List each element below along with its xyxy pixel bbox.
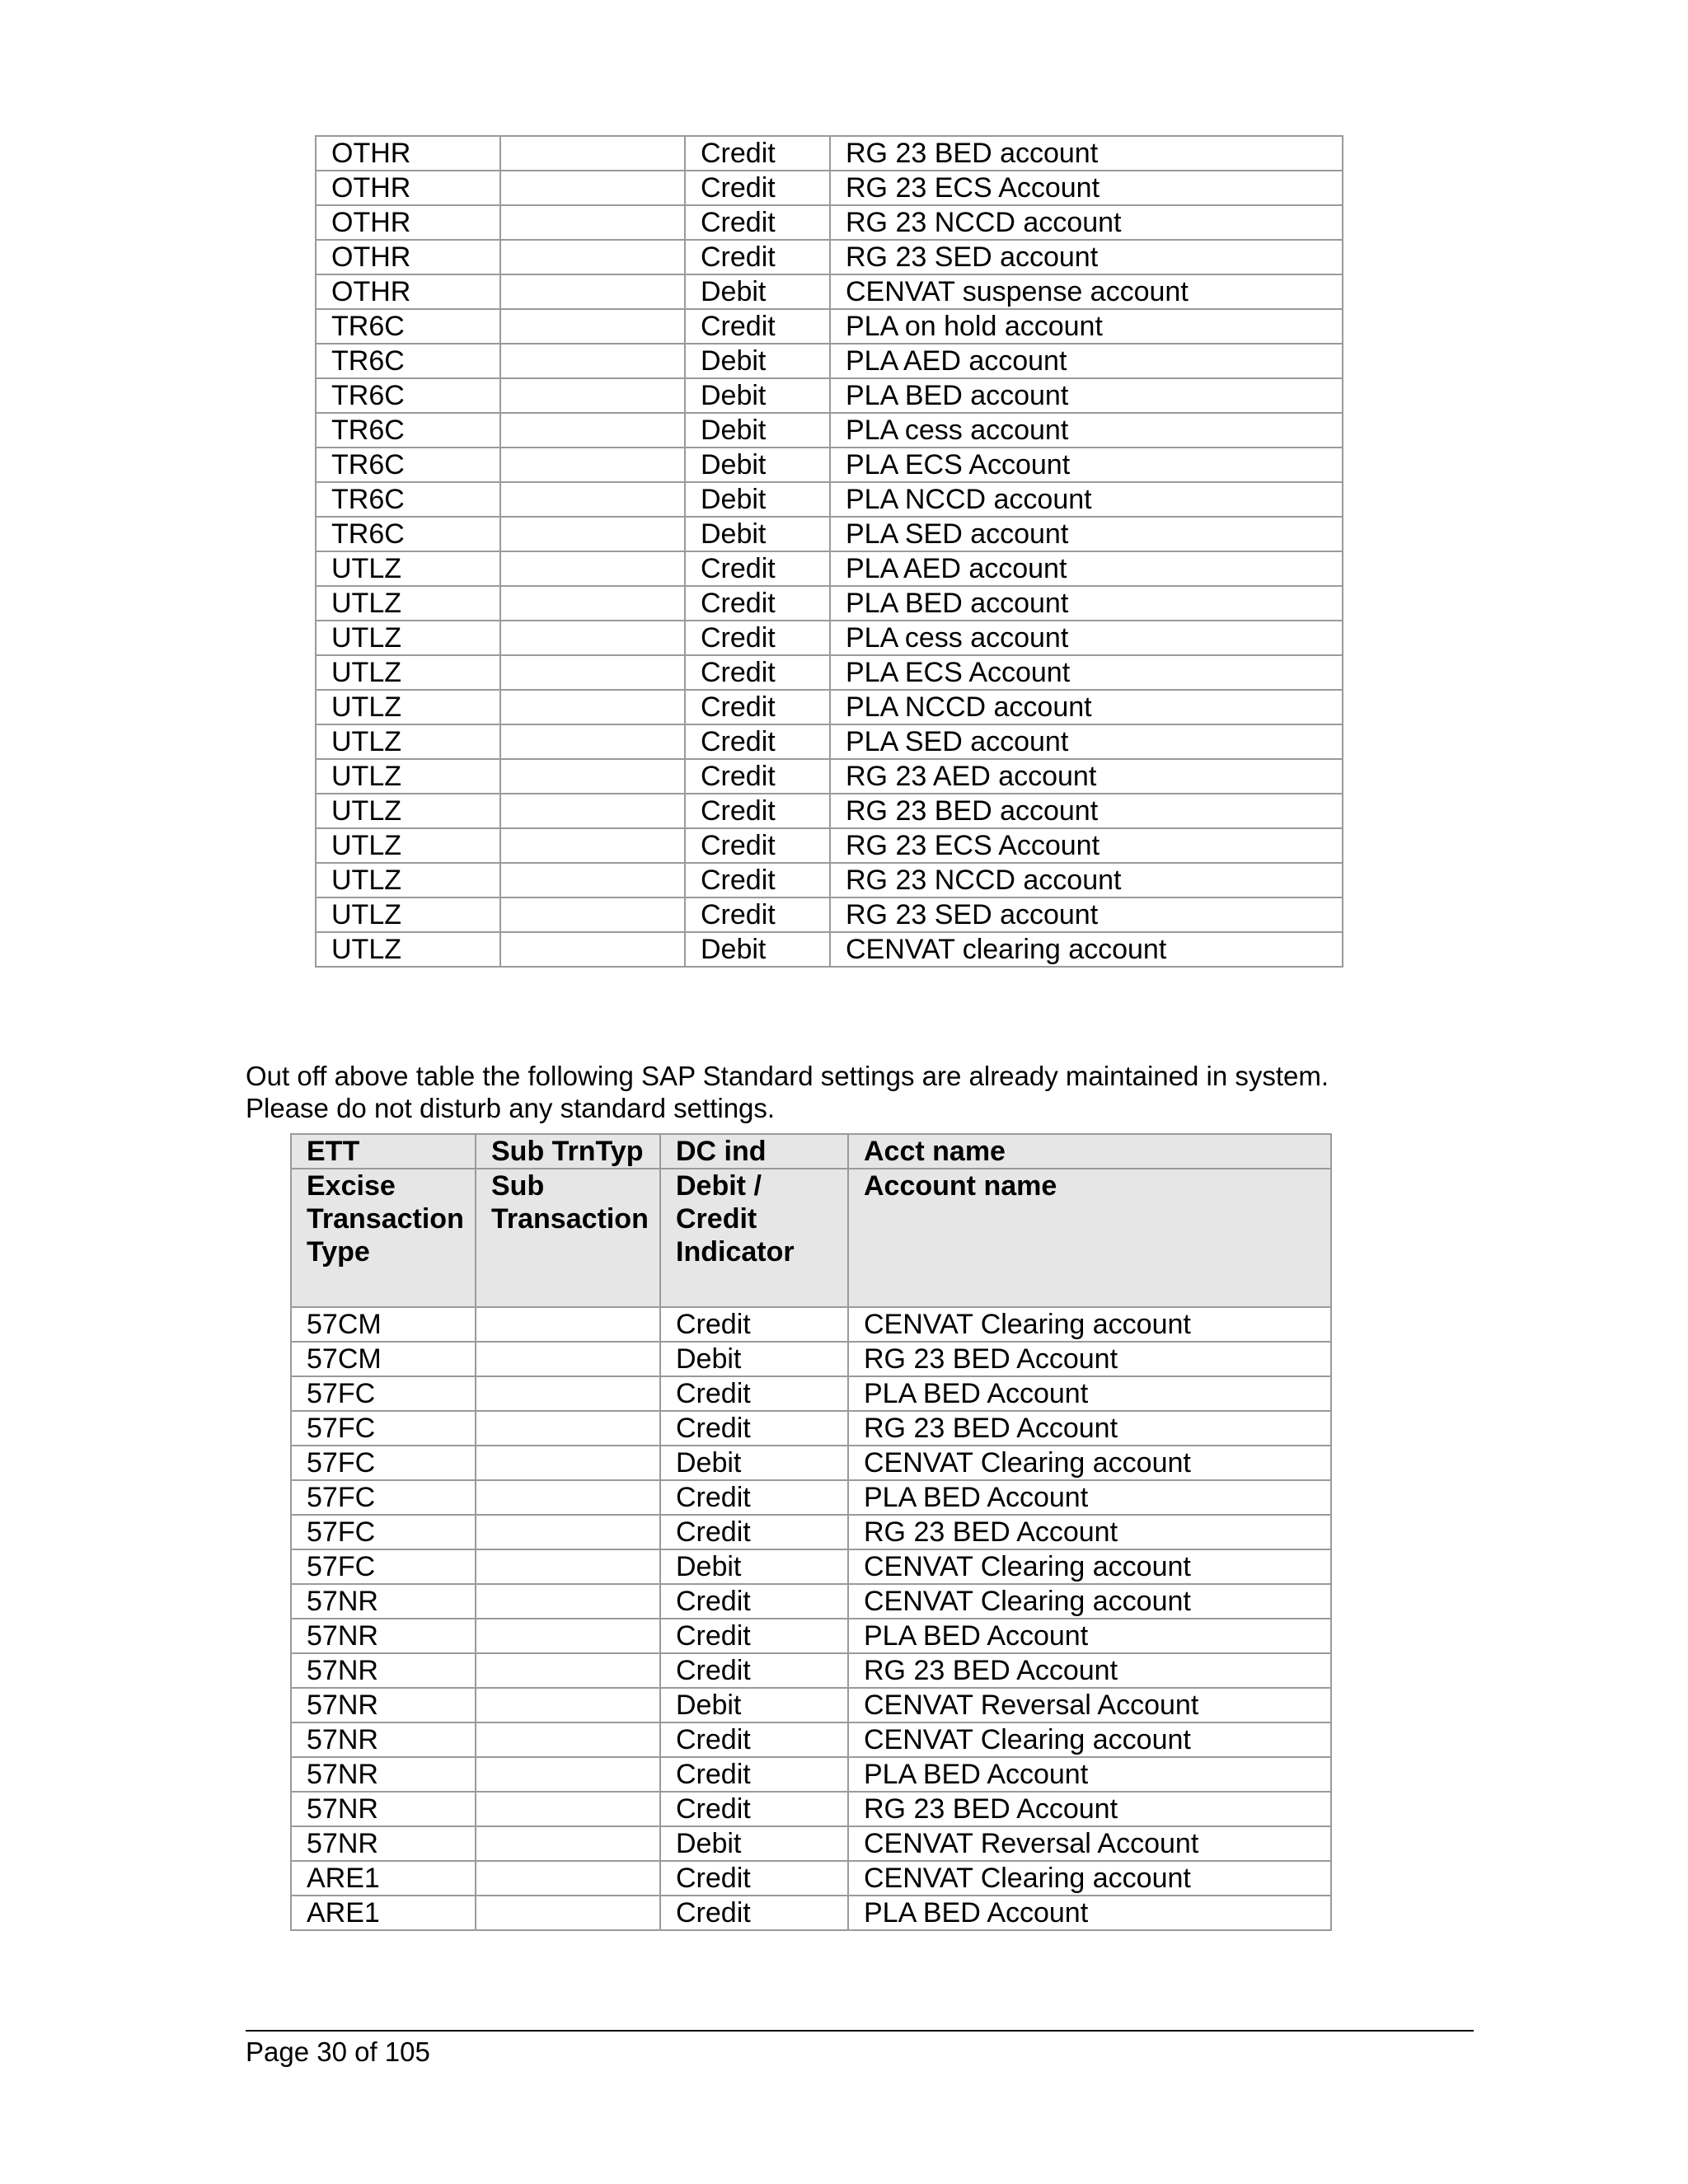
cell-account-name: PLA AED account bbox=[830, 551, 1343, 586]
cell-dc-indicator: Credit bbox=[660, 1757, 848, 1792]
cell-account-name: CENVAT Clearing account bbox=[848, 1307, 1331, 1342]
table-row bbox=[316, 274, 1343, 309]
cell-account-name: RG 23 SED account bbox=[830, 240, 1343, 274]
cell-ett: 57NR bbox=[291, 1826, 476, 1861]
cell-ett: 57NR bbox=[291, 1722, 476, 1757]
cell-ett: UTLZ bbox=[316, 621, 500, 655]
cell-dc-indicator: Credit bbox=[685, 171, 830, 205]
cell-sub-transaction bbox=[476, 1826, 660, 1861]
table-row bbox=[316, 344, 1343, 378]
cell-sub-transaction bbox=[500, 551, 685, 586]
cell-account-name: PLA BED Account bbox=[848, 1619, 1331, 1653]
cell-dc-indicator: Credit bbox=[685, 724, 830, 759]
cell-sub-transaction bbox=[500, 309, 685, 344]
header-account-name: Account name bbox=[848, 1169, 1331, 1307]
table-row bbox=[291, 1584, 1331, 1619]
cell-dc-indicator: Credit bbox=[660, 1861, 848, 1896]
page-number: Page 30 of 105 bbox=[246, 2036, 430, 2067]
cell-account-name: RG 23 SED account bbox=[830, 898, 1343, 932]
table-row bbox=[291, 1861, 1331, 1896]
cell-dc-indicator: Credit bbox=[685, 690, 830, 724]
table-row bbox=[316, 551, 1343, 586]
cell-ett: TR6C bbox=[316, 344, 500, 378]
cell-ett: 57FC bbox=[291, 1376, 476, 1411]
cell-dc-indicator: Credit bbox=[660, 1653, 848, 1688]
cell-ett: OTHR bbox=[316, 240, 500, 274]
cell-dc-indicator: Credit bbox=[685, 898, 830, 932]
cell-ett: OTHR bbox=[316, 171, 500, 205]
cell-sub-transaction bbox=[500, 378, 685, 413]
cell-account-name: CENVAT Clearing account bbox=[848, 1549, 1331, 1584]
cell-ett: ARE1 bbox=[291, 1861, 476, 1896]
table-row bbox=[291, 1376, 1331, 1411]
cell-ett: 57FC bbox=[291, 1549, 476, 1584]
table-row bbox=[291, 1549, 1331, 1584]
cell-ett: UTLZ bbox=[316, 828, 500, 863]
cell-dc-indicator: Credit bbox=[685, 863, 830, 898]
cell-dc-indicator: Debit bbox=[685, 517, 830, 551]
cell-ett: TR6C bbox=[316, 378, 500, 413]
table-row bbox=[291, 1722, 1331, 1757]
table-row bbox=[316, 621, 1343, 655]
cell-dc-indicator: Debit bbox=[660, 1549, 848, 1584]
cell-dc-indicator: Credit bbox=[660, 1307, 848, 1342]
cell-ett: 57FC bbox=[291, 1446, 476, 1480]
cell-sub-transaction bbox=[476, 1653, 660, 1688]
cell-account-name: PLA SED account bbox=[830, 517, 1343, 551]
table-row bbox=[316, 517, 1343, 551]
table-row bbox=[291, 1619, 1331, 1653]
cell-ett: OTHR bbox=[316, 274, 500, 309]
cell-account-name: PLA cess account bbox=[830, 413, 1343, 448]
cell-account-name: PLA BED Account bbox=[848, 1757, 1331, 1792]
cell-sub-transaction bbox=[500, 205, 685, 240]
cell-sub-transaction bbox=[476, 1584, 660, 1619]
cell-sub-transaction bbox=[500, 863, 685, 898]
cell-sub-transaction bbox=[476, 1515, 660, 1549]
intro-paragraph bbox=[246, 1060, 1329, 1124]
cell-ett: 57NR bbox=[291, 1653, 476, 1688]
table-row bbox=[291, 1688, 1331, 1722]
cell-ett: TR6C bbox=[316, 309, 500, 344]
cell-dc-indicator: Debit bbox=[660, 1688, 848, 1722]
cell-dc-indicator: Credit bbox=[660, 1376, 848, 1411]
table-row bbox=[316, 413, 1343, 448]
cell-account-name: RG 23 BED Account bbox=[848, 1342, 1331, 1376]
cell-account-name: CENVAT Clearing account bbox=[848, 1722, 1331, 1757]
cell-ett: UTLZ bbox=[316, 932, 500, 967]
cell-ett: UTLZ bbox=[316, 655, 500, 690]
table-row bbox=[316, 690, 1343, 724]
table-row bbox=[291, 1757, 1331, 1792]
cell-sub-transaction bbox=[500, 586, 685, 621]
cell-sub-transaction bbox=[476, 1480, 660, 1515]
cell-account-name: RG 23 ECS Account bbox=[830, 828, 1343, 863]
cell-dc-indicator: Credit bbox=[660, 1411, 848, 1446]
table-row bbox=[316, 655, 1343, 690]
cell-dc-indicator: Credit bbox=[660, 1480, 848, 1515]
intro-line-2: Please do not disturb any standard settings. bbox=[246, 1093, 776, 1123]
cell-ett: 57FC bbox=[291, 1480, 476, 1515]
cell-sub-transaction bbox=[500, 932, 685, 967]
cell-ett: UTLZ bbox=[316, 586, 500, 621]
cell-dc-indicator: Credit bbox=[685, 205, 830, 240]
header-sub-transaction: Sub Transaction bbox=[476, 1169, 660, 1307]
cell-sub-transaction bbox=[500, 482, 685, 517]
cell-sub-transaction bbox=[476, 1411, 660, 1446]
table-row bbox=[316, 932, 1343, 967]
cell-dc-indicator: Credit bbox=[685, 759, 830, 794]
cell-ett: TR6C bbox=[316, 448, 500, 482]
cell-account-name: RG 23 BED account bbox=[830, 794, 1343, 828]
cell-sub-transaction bbox=[476, 1342, 660, 1376]
cell-sub-transaction bbox=[500, 655, 685, 690]
header-sub-trntyp: Sub TrnTyp bbox=[476, 1134, 660, 1169]
cell-ett: ARE1 bbox=[291, 1896, 476, 1930]
cell-ett: 57FC bbox=[291, 1515, 476, 1549]
cell-sub-transaction bbox=[500, 759, 685, 794]
table-row bbox=[316, 828, 1343, 863]
cell-sub-transaction bbox=[476, 1376, 660, 1411]
cell-account-name: PLA BED Account bbox=[848, 1376, 1331, 1411]
cell-sub-transaction bbox=[476, 1757, 660, 1792]
cell-account-name: RG 23 ECS Account bbox=[830, 171, 1343, 205]
cell-account-name: PLA BED account bbox=[830, 586, 1343, 621]
table-row bbox=[316, 448, 1343, 482]
cell-account-name: RG 23 BED Account bbox=[848, 1792, 1331, 1826]
cell-dc-indicator: Credit bbox=[685, 794, 830, 828]
cell-ett: OTHR bbox=[316, 136, 500, 171]
cell-dc-indicator: Credit bbox=[685, 828, 830, 863]
cell-account-name: PLA BED Account bbox=[848, 1896, 1331, 1930]
cell-account-name: CENVAT Clearing account bbox=[848, 1446, 1331, 1480]
table-row bbox=[316, 309, 1343, 344]
header-row-short bbox=[291, 1134, 1331, 1169]
cell-sub-transaction bbox=[476, 1307, 660, 1342]
cell-ett: UTLZ bbox=[316, 863, 500, 898]
table-row bbox=[291, 1411, 1331, 1446]
footer-divider bbox=[246, 2030, 1474, 2032]
cell-sub-transaction bbox=[476, 1861, 660, 1896]
cell-dc-indicator: Credit bbox=[685, 240, 830, 274]
cell-sub-transaction bbox=[500, 136, 685, 171]
cell-sub-transaction bbox=[500, 448, 685, 482]
cell-dc-indicator: Debit bbox=[660, 1446, 848, 1480]
table-row bbox=[291, 1792, 1331, 1826]
cell-dc-indicator: Credit bbox=[685, 586, 830, 621]
cell-sub-transaction bbox=[500, 724, 685, 759]
table-row bbox=[316, 482, 1343, 517]
cell-sub-transaction bbox=[476, 1722, 660, 1757]
cell-account-name: PLA ECS Account bbox=[830, 655, 1343, 690]
table-row bbox=[291, 1446, 1331, 1480]
cell-dc-indicator: Credit bbox=[685, 136, 830, 171]
cell-ett: UTLZ bbox=[316, 724, 500, 759]
cell-ett: 57NR bbox=[291, 1619, 476, 1653]
cell-dc-indicator: Debit bbox=[685, 344, 830, 378]
cell-sub-transaction bbox=[500, 621, 685, 655]
cell-account-name: PLA AED account bbox=[830, 344, 1343, 378]
cell-account-name: PLA ECS Account bbox=[830, 448, 1343, 482]
cell-sub-transaction bbox=[500, 171, 685, 205]
cell-account-name: PLA BED Account bbox=[848, 1480, 1331, 1515]
table-row bbox=[316, 205, 1343, 240]
cell-dc-indicator: Credit bbox=[660, 1896, 848, 1930]
cell-dc-indicator: Debit bbox=[685, 482, 830, 517]
cell-account-name: PLA SED account bbox=[830, 724, 1343, 759]
cell-dc-indicator: Debit bbox=[685, 274, 830, 309]
cell-ett: TR6C bbox=[316, 482, 500, 517]
cell-account-name: CENVAT Reversal Account bbox=[848, 1826, 1331, 1861]
cell-ett: 57NR bbox=[291, 1584, 476, 1619]
cell-account-name: RG 23 AED account bbox=[830, 759, 1343, 794]
cell-ett: TR6C bbox=[316, 517, 500, 551]
table-row bbox=[316, 724, 1343, 759]
cell-ett: UTLZ bbox=[316, 759, 500, 794]
table-row bbox=[316, 378, 1343, 413]
cell-dc-indicator: Credit bbox=[685, 621, 830, 655]
cell-sub-transaction bbox=[500, 794, 685, 828]
cell-account-name: RG 23 BED Account bbox=[848, 1411, 1331, 1446]
cell-sub-transaction bbox=[476, 1896, 660, 1930]
cell-account-name: CENVAT Clearing account bbox=[848, 1861, 1331, 1896]
cell-account-name: PLA BED account bbox=[830, 378, 1343, 413]
cell-ett: 57NR bbox=[291, 1757, 476, 1792]
table-row bbox=[316, 898, 1343, 932]
cell-ett: 57FC bbox=[291, 1411, 476, 1446]
cell-dc-indicator: Credit bbox=[660, 1515, 848, 1549]
cell-account-name: PLA on hold account bbox=[830, 309, 1343, 344]
header-row-long bbox=[291, 1169, 1331, 1307]
cell-dc-indicator: Credit bbox=[685, 551, 830, 586]
cell-account-name: PLA NCCD account bbox=[830, 482, 1343, 517]
header-debit-credit-indicator: Debit / Credit Indicator bbox=[660, 1169, 848, 1307]
table-row bbox=[316, 794, 1343, 828]
table-row bbox=[316, 136, 1343, 171]
cell-ett: 57CM bbox=[291, 1307, 476, 1342]
cell-account-name: RG 23 BED account bbox=[830, 136, 1343, 171]
cell-sub-transaction bbox=[500, 828, 685, 863]
header-ett: ETT bbox=[291, 1134, 476, 1169]
sap-standard-settings-table bbox=[290, 1133, 1332, 1931]
cell-sub-transaction bbox=[476, 1446, 660, 1480]
cell-sub-transaction bbox=[500, 344, 685, 378]
cell-sub-transaction bbox=[476, 1792, 660, 1826]
cell-sub-transaction bbox=[500, 240, 685, 274]
cell-account-name: PLA NCCD account bbox=[830, 690, 1343, 724]
cell-dc-indicator: Debit bbox=[685, 413, 830, 448]
cell-account-name: RG 23 NCCD account bbox=[830, 863, 1343, 898]
header-dc-ind: DC ind bbox=[660, 1134, 848, 1169]
cell-ett: UTLZ bbox=[316, 898, 500, 932]
table-row bbox=[291, 1515, 1331, 1549]
cell-dc-indicator: Debit bbox=[660, 1826, 848, 1861]
cell-sub-transaction bbox=[500, 690, 685, 724]
table-row bbox=[291, 1342, 1331, 1376]
cell-dc-indicator: Debit bbox=[685, 378, 830, 413]
cell-account-name: CENVAT Clearing account bbox=[848, 1584, 1331, 1619]
cell-ett: OTHR bbox=[316, 205, 500, 240]
cell-sub-transaction bbox=[500, 413, 685, 448]
table-row bbox=[316, 240, 1343, 274]
cell-ett: 57NR bbox=[291, 1688, 476, 1722]
cell-ett: UTLZ bbox=[316, 794, 500, 828]
cell-account-name: CENVAT clearing account bbox=[830, 932, 1343, 967]
cell-dc-indicator: Credit bbox=[685, 309, 830, 344]
cell-dc-indicator: Debit bbox=[685, 932, 830, 967]
cell-dc-indicator: Credit bbox=[660, 1792, 848, 1826]
cell-account-name: RG 23 BED Account bbox=[848, 1653, 1331, 1688]
cell-account-name: PLA cess account bbox=[830, 621, 1343, 655]
table-row bbox=[316, 863, 1343, 898]
cell-sub-transaction bbox=[476, 1619, 660, 1653]
cell-ett: UTLZ bbox=[316, 551, 500, 586]
header-acct-name: Acct name bbox=[848, 1134, 1331, 1169]
table-row bbox=[316, 171, 1343, 205]
table-row bbox=[291, 1826, 1331, 1861]
cell-dc-indicator: Credit bbox=[660, 1584, 848, 1619]
cell-sub-transaction bbox=[500, 898, 685, 932]
intro-line-1: Out off above table the following SAP Standard settings are already maintained in system. bbox=[246, 1061, 1329, 1091]
table-row bbox=[291, 1480, 1331, 1515]
cell-dc-indicator: Debit bbox=[685, 448, 830, 482]
cell-sub-transaction bbox=[500, 274, 685, 309]
account-mapping-table-continued bbox=[315, 135, 1343, 968]
cell-sub-transaction bbox=[476, 1688, 660, 1722]
table-row bbox=[291, 1896, 1331, 1930]
table-row bbox=[316, 759, 1343, 794]
cell-dc-indicator: Credit bbox=[660, 1722, 848, 1757]
cell-ett: UTLZ bbox=[316, 690, 500, 724]
cell-ett: TR6C bbox=[316, 413, 500, 448]
table-row bbox=[316, 586, 1343, 621]
cell-sub-transaction bbox=[500, 517, 685, 551]
cell-dc-indicator: Debit bbox=[660, 1342, 848, 1376]
cell-dc-indicator: Credit bbox=[660, 1619, 848, 1653]
cell-account-name: CENVAT Reversal Account bbox=[848, 1688, 1331, 1722]
cell-account-name: RG 23 NCCD account bbox=[830, 205, 1343, 240]
cell-account-name: RG 23 BED Account bbox=[848, 1515, 1331, 1549]
table-row bbox=[291, 1307, 1331, 1342]
cell-ett: 57CM bbox=[291, 1342, 476, 1376]
cell-ett: 57NR bbox=[291, 1792, 476, 1826]
cell-account-name: CENVAT suspense account bbox=[830, 274, 1343, 309]
header-excise-transaction-type: Excise Transaction Type bbox=[291, 1169, 476, 1307]
cell-sub-transaction bbox=[476, 1549, 660, 1584]
table-row bbox=[291, 1653, 1331, 1688]
cell-dc-indicator: Credit bbox=[685, 655, 830, 690]
